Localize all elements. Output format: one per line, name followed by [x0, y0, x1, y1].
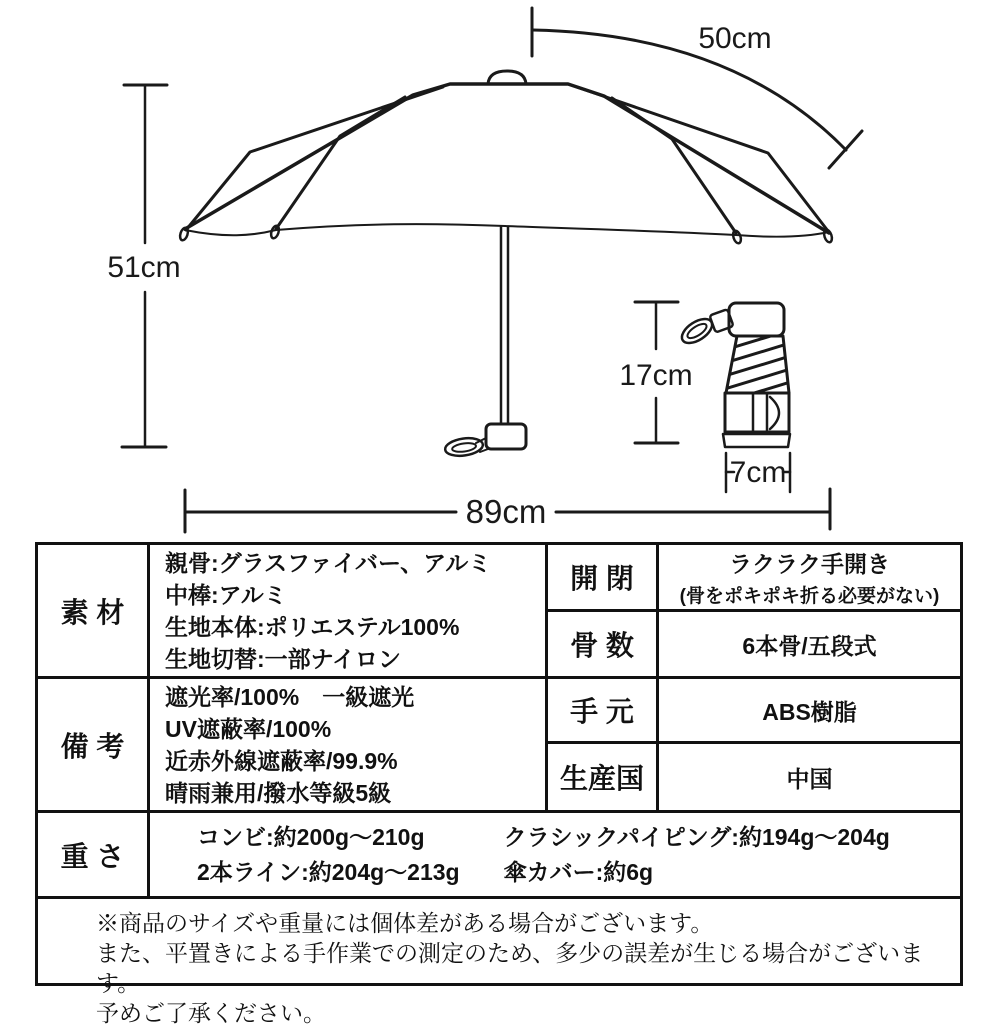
weight-line: コンビ:約200g〜210g [197, 823, 425, 850]
weight-label: 重 さ [38, 813, 150, 896]
dimension-height-51cm [107, 85, 180, 447]
footnote-line: また、平置きによる手作業での測定のため、多少の誤差が生じる場合がございます。 [96, 940, 924, 996]
footnote-line: 予めご了承ください。 [96, 1000, 326, 1026]
shaft [501, 227, 508, 424]
folded-umbrella-illustration [678, 303, 797, 447]
material-line: 生地本体:ポリエステル100% [165, 613, 460, 640]
handle-divider [753, 393, 767, 432]
material-line: 中棒:アルミ [165, 581, 287, 608]
remarks-content [150, 679, 545, 810]
weight-column-2 [504, 820, 890, 890]
ribs-content [659, 612, 960, 676]
handle-label: 手 元 [548, 679, 659, 741]
weight-line: 傘カバー:約6g [503, 858, 654, 885]
rib-tip [179, 227, 190, 242]
dimension-folded-height-17cm [619, 302, 692, 443]
dimension-width-89cm [185, 489, 830, 532]
folded-bottom-cap [723, 434, 790, 447]
weight-line: 2本ライン:約204g〜213g [197, 858, 460, 885]
country-content [659, 744, 960, 810]
folded-top-section [729, 303, 784, 336]
material-content [150, 545, 545, 676]
rib-tip [732, 230, 743, 245]
remarks-line: 近赤外線遮蔽率/99.9% [165, 747, 398, 774]
open-umbrella-illustration [179, 71, 834, 458]
footnote-line: ※商品のサイズや重量には個体差がある場合がございます。 [96, 910, 714, 936]
canopy-top-cap [488, 71, 526, 84]
open-close-label: 開 閉 [548, 545, 659, 609]
rib-tip [823, 229, 834, 244]
spec-table-top-block [38, 545, 960, 813]
spec-table [35, 542, 963, 1026]
handle-row [548, 679, 960, 744]
folded-strap-loop-inner [685, 321, 708, 341]
handle-content [659, 679, 960, 741]
remarks-line: UV遮蔽率/100% [165, 715, 332, 742]
footnote [38, 899, 960, 1028]
country-row [548, 744, 960, 810]
handle [486, 424, 526, 449]
dim-17cm-label: 17cm [619, 359, 693, 392]
remarks-row [38, 679, 545, 810]
ribs-value: 6本骨/五段式 [742, 632, 877, 659]
open-close-note: (骨をポキポキ折る必要がない) [679, 586, 940, 607]
spec-table-right-column [548, 545, 960, 810]
strap-loop [444, 436, 484, 458]
handle-curve [770, 397, 779, 429]
ribs-row [548, 612, 960, 679]
open-close-value: ラクラク手開き [729, 551, 890, 577]
dim-51cm-label: 51cm [107, 251, 181, 284]
rib-line [186, 87, 443, 230]
folded-strap-loop [678, 314, 716, 348]
material-line: 親骨:グラスファイバー、アルミ [165, 549, 492, 576]
country-value: 中国 [786, 765, 833, 792]
dim-50cm-label: 50cm [698, 22, 772, 55]
material-line: 生地切替:一部ナイロン [165, 645, 402, 672]
rib-tip [270, 225, 281, 240]
dim-arc [533, 30, 846, 150]
weight-line: クラシックパイピング:約194g〜204g [503, 823, 890, 850]
dim-89cm-label: 89cm [465, 493, 547, 530]
country-label: 生産国 [548, 744, 659, 810]
remarks-label: 備 考 [38, 679, 150, 810]
weight-content [150, 813, 960, 896]
remarks-line: 晴雨兼用/撥水等級5級 [165, 779, 392, 806]
open-close-row [548, 545, 960, 612]
material-label: 素 材 [38, 545, 150, 676]
handle-value: ABS樹脂 [762, 698, 857, 725]
material-row [38, 545, 545, 679]
dim-7cm-label: 7cm [729, 456, 787, 489]
dimension-folded-width-7cm [726, 453, 790, 492]
remarks-line: 遮光率/100% 一級遮光 [165, 683, 415, 710]
strap-loop-inner [452, 442, 477, 453]
canopy-outline [185, 84, 829, 233]
spec-table-left-column [38, 545, 548, 810]
open-close-content [659, 545, 960, 609]
weight-column-1 [197, 820, 460, 890]
weight-row [38, 813, 960, 899]
ribs-label: 骨 数 [548, 612, 659, 676]
